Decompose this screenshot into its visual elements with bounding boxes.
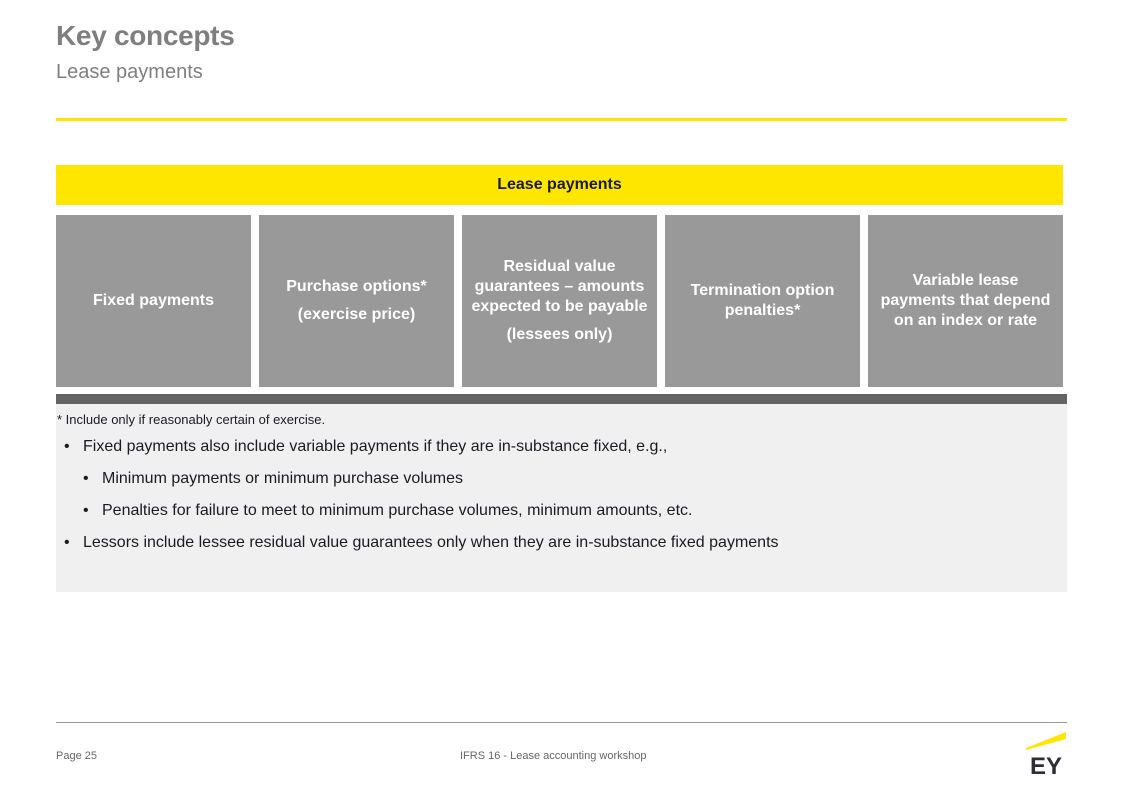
lease-payments-header: Lease payments	[56, 165, 1063, 205]
bullet-item	[63, 532, 1053, 564]
component-label: Purchase options*	[286, 278, 427, 295]
page-number: Page 25	[56, 750, 97, 762]
component-sublabel: (exercise price)	[297, 306, 416, 323]
ey-logo-icon	[1022, 728, 1070, 776]
component-sublabel: (lessees only)	[506, 326, 613, 343]
footer-title: IFRS 16 - Lease accounting workshop	[460, 750, 647, 762]
sub-bullet-item	[82, 468, 1053, 500]
component-box-termination-penalties	[665, 215, 860, 387]
footer-divider	[56, 722, 1067, 723]
bullet-text: Penalties for failure to meet to minimum purchase volumes, minimum amounts, etc.	[102, 502, 693, 519]
component-box-purchase-options	[259, 215, 454, 387]
logo-text: EY	[1029, 753, 1063, 776]
bullet-item	[63, 436, 1053, 468]
bullet-dot-icon: •	[83, 502, 89, 519]
component-label: Fixed payments	[93, 292, 214, 309]
bullet-dot-icon: •	[64, 534, 70, 551]
bullet-text: Lessors include lessee residual value guarantees only when they are in-substance fixed payments	[83, 534, 779, 551]
component-label: Termination option penalties*	[690, 282, 835, 319]
component-box-residual-value-guarantees	[462, 215, 657, 387]
component-box-fixed-payments	[56, 215, 251, 387]
notes-divider	[56, 394, 1067, 404]
component-label: Variable lease payments that depend on an index or rate	[880, 272, 1051, 329]
bullet-text: Minimum payments or minimum purchase volumes	[102, 470, 463, 487]
notes-bullet-list	[63, 436, 1053, 564]
footnote: * Include only if reasonably certain of exercise.	[57, 412, 326, 427]
sub-bullet-item	[82, 500, 1053, 532]
component-box-variable-payments	[868, 215, 1063, 387]
slide-title: Key concepts	[56, 20, 235, 51]
component-label: Residual value guarantees – amounts expected to be payable	[471, 258, 648, 315]
lease-payment-components	[56, 215, 1063, 387]
slide-subtitle: Lease payments	[56, 61, 203, 83]
bullet-dot-icon: •	[64, 438, 70, 455]
title-divider	[56, 118, 1067, 121]
bullet-dot-icon: •	[83, 470, 89, 487]
bullet-text: Fixed payments also include variable payments if they are in-substance fixed, e.g.,	[83, 438, 668, 455]
